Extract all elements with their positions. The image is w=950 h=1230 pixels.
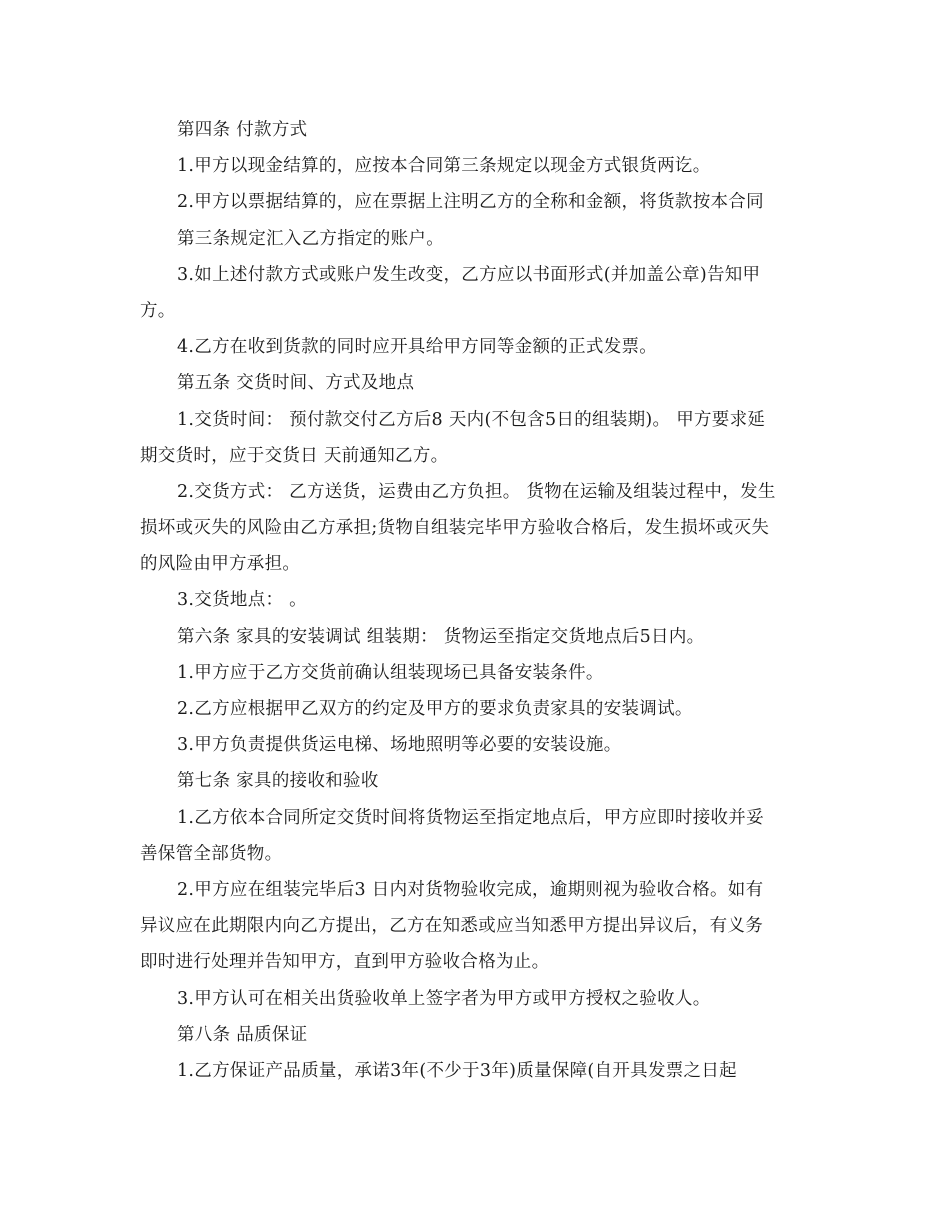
- text-line: 1.甲方以现金结算的，应按本合同第三条规定以现金方式银货两讫。: [177, 156, 711, 177]
- text-line: 期交货时，应于交货日 天前通知乙方。: [140, 445, 449, 466]
- text-line: 3.甲方认可在相关出货验收单上签字者为甲方或甲方授权之验收人。: [177, 988, 711, 1009]
- text-line: 1.甲方应于乙方交货前确认组装现场已具备安装条件。: [177, 662, 604, 683]
- text-line: 第八条 品质保证: [177, 1024, 308, 1045]
- text-line: 第四条 付款方式: [177, 120, 308, 140]
- document-page: [140, 112, 800, 1089]
- text-line: 方。: [140, 300, 176, 321]
- text-line: 2.交货方式： 乙方送货，运费由乙方负担。 货物在运输及组装过程中，发生: [177, 481, 776, 502]
- text-line: 第七条 家具的接收和验收: [177, 771, 379, 792]
- text-line: 1.交货时间： 预付款交付乙方后8 天内(不包含5日的组装期)。 甲方要求延: [177, 409, 766, 430]
- text-line: 的风险由甲方承担。: [140, 554, 301, 575]
- text-line: 即时进行处理并告知甲方，直到甲方验收合格为止。: [140, 952, 550, 973]
- text-line: 3.如上述付款方式或账户发生改变，乙方应以书面形式(并加盖公章)告知甲: [177, 264, 761, 285]
- text-line: 第三条规定汇入乙方指定的账户。: [177, 228, 444, 249]
- text-line: 1.乙方保证产品质量，承诺3年(不少于3年)质量保障(自开具发票之日起: [177, 1060, 737, 1081]
- text-line: 第五条 交货时间、方式及地点: [177, 373, 415, 394]
- text-line: 1.乙方依本合同所定交货时间将货物运至指定地点后，甲方应即时接收并妥: [177, 807, 764, 828]
- text-line: 3.交货地点： 。: [177, 590, 307, 611]
- text-line: 3.甲方负责提供货运电梯、场地照明等必要的安装设施。: [177, 735, 622, 756]
- text-line: 善保管全部货物。: [140, 843, 283, 864]
- text-line: 异议应在此期限内向乙方提出，乙方在知悉或应当知悉甲方提出异议后，有义务: [140, 916, 763, 937]
- text-line: 2.甲方应在组装完毕后3 日内对货物验收完成，逾期则视为验收合格。如有: [177, 879, 764, 900]
- text-line: 损坏或灭失的风险由乙方承担;货物自组装完毕甲方验收合格后，发生损坏或灭失: [140, 518, 770, 539]
- text-line: 4.乙方在收到货款的同时应开具给甲方同等金额的正式发票。: [177, 337, 658, 358]
- text-line: 2.乙方应根据甲乙双方的约定及甲方的要求负责家具的安装调试。: [177, 699, 693, 719]
- document-body: [140, 112, 800, 1089]
- text-line: 2.甲方以票据结算的，应在票据上注明乙方的全称和金额，将货款按本合同: [177, 192, 764, 213]
- text-line: 第六条 家具的安装调试 组装期： 货物运至指定交货地点后5日内。: [177, 626, 705, 647]
